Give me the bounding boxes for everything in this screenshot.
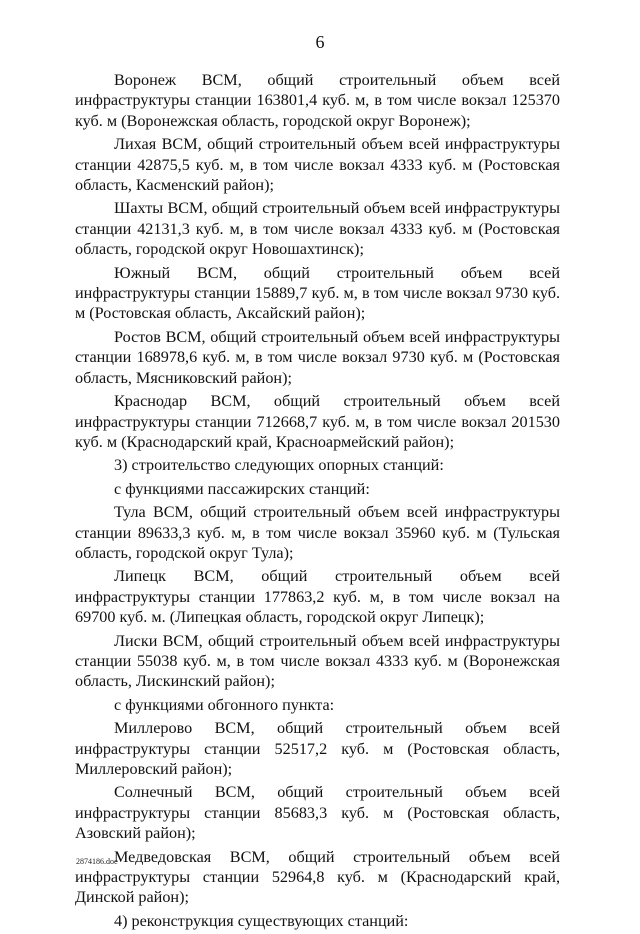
paragraph-voronezh: Воронеж ВСМ, общий строительный объем всей инфраструктуры станции 163801,4 куб. м, в том числе вокзал 125370 куб. м (Воронежская область, городской округ Воронеж);: [75, 71, 560, 130]
paragraph-solnechny: Солнечный ВСМ, общий строительный объем всей инфраструктуры станции 85683,3 куб. м (Ростовская область, Азовский район);: [75, 783, 560, 843]
paragraph-medvedovskaya: Медведовская ВСМ, общий строительный объем всей инфраструктуры станции 52964,8 куб. м (Краснодарский край, Динской район);: [75, 847, 560, 907]
section-heading-4: 4) реконструкция существующих станций:: [114, 911, 409, 930]
section-heading-3: 3) строительство следующих опорных станций:: [114, 456, 444, 475]
paragraph-likhaya: Лихая ВСМ, общий строительный объем всей инфраструктуры станции 42875,5 куб. м, в том числе вокзал 4333 куб. м (Ростовская область, Касменский район);: [75, 135, 560, 195]
paragraph-lipetsk: Липецк ВСМ, общий строительный объем всей инфраструктуры станции 177863,2 куб. м, в том числе вокзал на 69700 куб. м. (Липецкая область, городской округ Липецк);: [75, 567, 560, 627]
footer-filename: 2874186.doc: [76, 857, 118, 866]
paragraph-liski: Лиски ВСМ, общий строительный объем всей инфраструктуры станции 55038 куб. м, в том числе вокзал 4333 куб. м (Воронежская область, Лискинский район);: [75, 631, 560, 691]
page-number: 6: [315, 32, 325, 52]
subheading-passing-points: с функциями обгонного пункта:: [114, 695, 335, 714]
paragraph-rostov: Ростов ВСМ, общий строительный объем всей инфраструктуры станции 168978,6 куб. м, в том числе вокзал 9730 куб. м (Ростовская область, Мясниковский район);: [75, 327, 560, 387]
subheading-passenger-stations: с функциями пассажирских станций:: [114, 479, 370, 498]
paragraph-tula: Тула ВСМ, общий строительный объем всей инфраструктуры станции 89633,3 куб. м, в том числе вокзал 35960 куб. м (Тульская область, городской округ Тула);: [75, 503, 560, 562]
paragraph-millerovo: Миллерово ВСМ, общий строительный объем всей инфраструктуры станции 52517,2 куб. м (Ростовская область, Миллеровский район);: [75, 719, 560, 778]
paragraph-shakhty: Шахты ВСМ, общий строительный объем всей инфраструктуры станции 42131,3 куб. м, в том числе вокзал 4333 куб. м (Ростовская область, городской округ Новошахтинск);: [75, 199, 560, 259]
document-body: [75, 70, 560, 934]
paragraph-krasnodar: Краснодар ВСМ, общий строительный объем всей инфраструктуры станции 712668,7 куб. м, в том числе вокзал 201530 куб. м (Краснодарский край, Красноармейский район);: [75, 392, 560, 451]
paragraph-yuzhny: Южный ВСМ, общий строительный объем всей инфраструктуры станции 15889,7 куб. м, в том числе вокзал 9730 куб. м (Ростовская область, Аксайский район);: [75, 263, 560, 323]
